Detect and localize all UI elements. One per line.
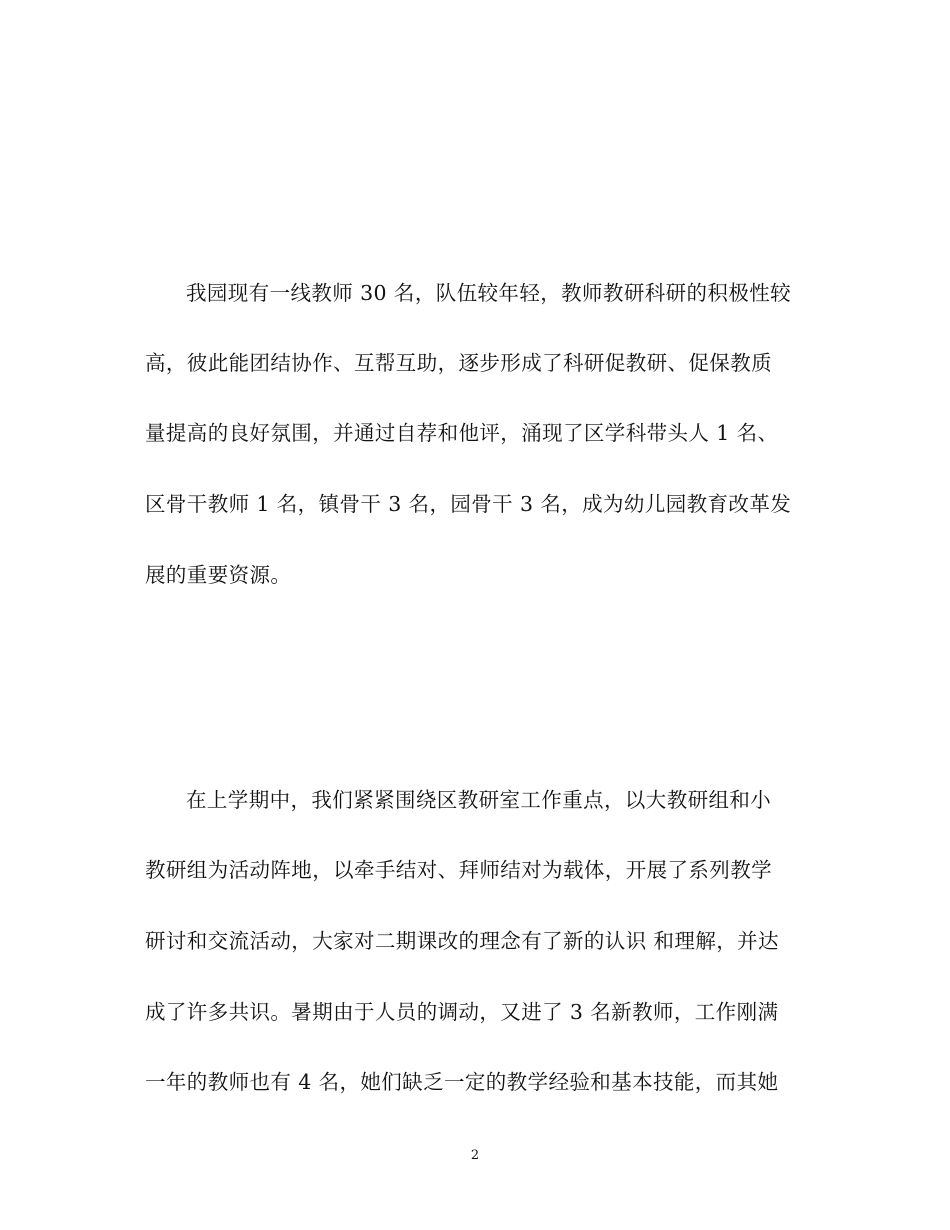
paragraph-2-line-2: 教研组为活动阵地，以牵手结对、拜师结对为载体，开展了系列教学 [145, 858, 772, 882]
paragraph-1-line-4: 区骨干教师 1 名，镇骨干 3 名，园骨干 3 名，成为幼儿园教育改革发 [145, 492, 792, 516]
paragraph-2-line-5: 一年的教师也有 4 名，她们缺乏一定的教学经验和基本技能，而其她 [145, 1070, 779, 1094]
paragraph-1-line-5: 展的重要资源。 [145, 563, 292, 587]
paragraph-2-line-4: 成了许多共识。暑期由于人员的调动，又进了 3 名新教师，工作刚满 [145, 1000, 779, 1024]
paragraph-1-line-2: 高，彼此能团结协作、互帮互助，逐步形成了科研促教研、促保教质 [145, 351, 772, 375]
paragraph-1-line-1: 我园现有一线教师 30 名，队伍较年轻，教师教研科研的积极性较 [186, 281, 792, 305]
paragraph-1-line-3: 量提高的良好氛围，并通过自荐和他评，涌现了区学科带头人 1 名、 [145, 421, 779, 445]
page-number: 2 [470, 1148, 480, 1163]
paragraph-2-line-3: 研讨和交流活动，大家对二期课改的理念有了新的认识 和理解，并达 [145, 929, 779, 953]
paragraph-2-line-1: 在上学期中，我们紧紧围绕区教研室工作重点，以大教研组和小 [186, 788, 772, 812]
